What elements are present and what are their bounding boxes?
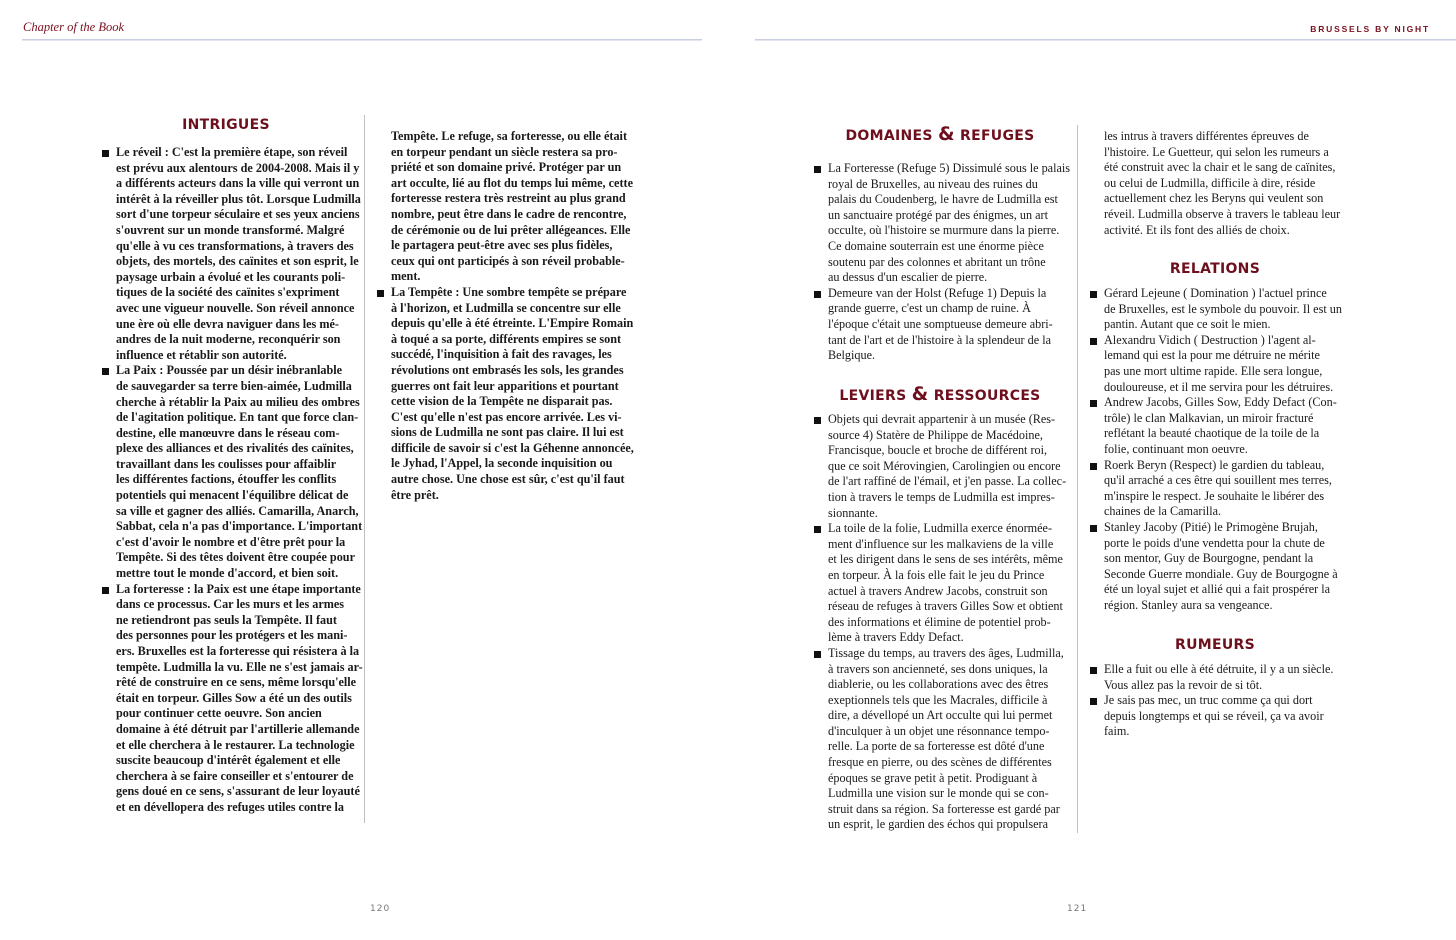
- text-line: relle. La porte de sa forteresse est dôté d'une: [828, 739, 1045, 754]
- text-line: ou celui de Ludmilla, difficile à dire, réside: [1104, 175, 1316, 190]
- running-header-right: BRUSSELS BY NIGHT: [1310, 24, 1430, 34]
- list-item: [1091, 458, 1349, 520]
- text-line: réseau de refuges à travers Gilles Sow et obtient: [828, 599, 1063, 614]
- list-item: [103, 581, 363, 816]
- text-line: pantin. Autant que ce soit le mien.: [1104, 317, 1271, 332]
- list-item: [103, 363, 363, 581]
- text-line: au dessus d'un escalier de pierre.: [828, 270, 988, 285]
- text-line: de sauvegarder sa terre bien-aimée, Ludmilla: [116, 378, 352, 393]
- text-line: autre chose. Une chose est sûr, c'est qu'il faut: [391, 472, 625, 487]
- text-line: Sabbat, cela n'a pas d'importance. L'important: [116, 519, 363, 534]
- domaines-list: [815, 161, 1073, 364]
- text-line: était en torpeur. Gilles Sow a été un des outils: [116, 690, 352, 705]
- text-line: lème à travers Eddy Defact.: [828, 630, 964, 645]
- text-line: Elle a fuit ou elle à été détruite, il y a un siècle.: [1104, 662, 1334, 676]
- text-line: travaillant dans les coulisses pour affaiblir: [116, 456, 337, 471]
- text-line: palais du Coudenberg, le havre de Ludmilla est: [828, 192, 1058, 207]
- text-line: ment d'influence sur les malkaviens de la ville: [828, 536, 1054, 551]
- text-line: de l'art raffiné de l'émail, et j'en passe. La collec-: [828, 474, 1067, 489]
- text-line: Tempête. Le refuge, sa forteresse, ou elle était: [391, 129, 628, 143]
- text-line: La Paix : Poussée par un désir inébranlable: [116, 363, 343, 378]
- text-line: en torpeur. À la fois elle fait le jeu du Prince: [828, 567, 1045, 582]
- text-line: grande guerre, c'est un champ de ruine. À: [828, 301, 1031, 316]
- heading-part: REFUGES: [960, 128, 1035, 144]
- text-line: sa ville et gagner des alliés. Camarilla, Anarch,: [116, 503, 359, 518]
- leviers-list: [815, 412, 1073, 833]
- ampersand: &: [937, 123, 955, 145]
- text-line: intérêt à la réveiller plus tôt. Lorsque Ludmilla: [116, 191, 361, 206]
- text-line: rêté de construire en ce sens, même lorsqu'elle: [116, 675, 357, 690]
- heading-part: LEVIERS: [839, 388, 907, 404]
- list-item: [1091, 520, 1349, 614]
- text-line: trôle) le clan Malkavian, un miroir fracturé: [1104, 410, 1314, 425]
- text-line: Andrew Jacobs, Gilles Sow, Eddy Defact (Con-: [1104, 395, 1337, 410]
- text-line: La toile de la folie, Ludmilla exerce énormée-: [828, 521, 1053, 536]
- text-line: été un loyal sujet et allié qui a fait prospérer la: [1104, 582, 1331, 597]
- text-line: un esprit, le gardien des échos qui propulsera: [828, 817, 1048, 832]
- list-item: [378, 285, 633, 503]
- text-line: époques se grave petit à petit. Prodiguant à: [828, 770, 1038, 785]
- text-line: c'est d'avoir le nombre et d'être prêt pour la: [116, 534, 346, 549]
- text-line: dans ce processus. Car les murs et les armes: [116, 597, 345, 612]
- text-line: les intrus à travers différentes épreuves de: [1104, 129, 1309, 143]
- text-line: qu'il arraché a ces être qui souillent mes terres,: [1104, 473, 1332, 488]
- text-line: ne retiendront pas seuls la Tempête. Il faut: [116, 612, 337, 627]
- text-line: sions de Ludmilla ne sont pas claire. Il lui est: [391, 425, 624, 440]
- list-item: [815, 646, 1073, 833]
- text-line: difficile de savoir si c'est la Géhenne annoncée,: [391, 440, 634, 455]
- text-line: ceux qui ont participés à son réveil probable-: [391, 253, 625, 268]
- text-line: réveil. Ludmilla observe à travers le tableau leur: [1104, 206, 1341, 221]
- text-line: tion à travers le temps de Ludmilla est impres-: [828, 489, 1055, 504]
- text-line: Tissage du temps, au travers des âges, Ludmilla,: [828, 645, 1064, 660]
- text-line: succédé, l'inquisition à fait des ravages, les: [391, 347, 612, 362]
- text-line: cherchera à se faire conseiller et s'entourer de: [116, 768, 354, 783]
- text-line: m'inspire le respect. Je souhaite le libérer des: [1104, 488, 1325, 503]
- text-line: et les dirigent dans le sens de ses intérêts, même: [828, 552, 1063, 567]
- heading-part: RESSOURCES: [933, 388, 1041, 404]
- text-line: forteresse restera très restreint au plus grand: [391, 191, 626, 206]
- text-line: tant de l'art et de l'histoire à la splendeur de la: [828, 332, 1052, 347]
- text-line: des informations et élimine de potentiel prob-: [828, 614, 1051, 629]
- heading-intrigues: INTRIGUES: [182, 117, 270, 133]
- text-line: activité. Et ils font des alliés de choix.: [1104, 222, 1290, 237]
- text-line: à l'horizon, et Ludmilla se concentre sur elle: [391, 300, 621, 315]
- text-line: destine, elle manœuvre dans le réseau com-: [116, 425, 340, 440]
- column-divider: [364, 115, 365, 823]
- text-line: pas une mort ultime rapide. Elle sera longue,: [1104, 363, 1323, 378]
- text-line: porte le poids d'une vendetta pour la chute de: [1104, 535, 1325, 550]
- text-line: pour continuer cette oeuvre. Son ancien: [116, 706, 322, 721]
- text-line: gens doué en ce sens, s'assurant de leur loyauté: [116, 784, 360, 799]
- text-line: nombre, peut être dans le cadre de rencontre,: [391, 206, 627, 221]
- text-line: tiques de la société des caïnites s'expriment: [116, 285, 340, 300]
- text-line: Demeure van der Holst (Refuge 1) Depuis la: [828, 285, 1047, 300]
- text-line: Ce domaine souterrain est une énorme pièce: [828, 238, 1044, 253]
- heading-relations: RELATIONS: [1169, 261, 1261, 277]
- text-line: sort d'une torpeur séculaire et ses yeux anciens: [116, 207, 360, 222]
- text-line: domaine à été détruit par l'artillerie allemande: [116, 721, 360, 736]
- text-line: un sanctuaire protégé par des énigmes, un art: [828, 207, 1048, 222]
- text-line: fresque en pierre, ou des scènes de différentes: [828, 755, 1052, 770]
- text-line: actuellement chez les Beryns qui veulent son: [1104, 191, 1324, 206]
- text-line: La Forteresse (Refuge 5) Dissimulé sous le palais: [828, 161, 1071, 175]
- text-line: que ce soit Mérovingien, Carolingien ou encore: [828, 458, 1061, 473]
- text-line: une ère où elle devra naviguer dans les mé-: [116, 316, 339, 331]
- ampersand: &: [911, 383, 929, 405]
- list-item-continued: [378, 129, 633, 285]
- text-line: La Tempête : Une sombre tempête se prépare: [391, 284, 627, 299]
- text-line: douloureuse, et il me servira pour les détruires.: [1104, 379, 1334, 394]
- text-line: depuis qu'elle à été étreinte. L'Empire Romain: [391, 316, 634, 331]
- text-line: a différents acteurs dans la ville qui verront un: [116, 176, 360, 191]
- text-line: ers. Bruxelles est la forteresse qui résistera à la: [116, 644, 360, 658]
- list-item: [815, 412, 1073, 521]
- list: [378, 285, 633, 503]
- text-line: Je sais pas mec, un truc comme ça qui dort: [1104, 693, 1313, 708]
- text-line: des personnes pour les protégers et les mani-: [116, 628, 348, 643]
- text-line: reflétant la beauté chaotique de la toile de la: [1104, 426, 1320, 441]
- text-line: objets, des mortels, des caïnites et son esprit, le: [116, 254, 359, 269]
- text-line: ment.: [391, 269, 421, 284]
- text-line: région. Stanley aura sa vengeance.: [1104, 597, 1273, 612]
- text-line: l'histoire. Le Guetteur, qui selon les rumeurs a: [1104, 144, 1329, 159]
- list-item: [1091, 395, 1349, 457]
- heading-leviers-ressources: [815, 383, 1065, 405]
- text-line: révolutions ont embrasés les sols, les grandes: [391, 362, 624, 377]
- text-line: La forteresse : la Paix est une étape importante: [116, 581, 361, 596]
- text-line: à toqué a sa porte, différents empires se sont: [391, 331, 622, 346]
- text-line: Vous allez pas la revoir de si tôt.: [1104, 677, 1263, 692]
- text-line: les différentes factions, étouffer les conflits: [116, 472, 337, 487]
- text-line: Tempête. Si des têtes doivent être coupée pour: [116, 550, 355, 565]
- text-line: cette vision de la Tempête ne disparait pas.: [391, 394, 613, 409]
- text-line: potentiels qui menacent l'équilibre délicat de: [116, 488, 349, 503]
- text-line: diablerie, ou les collaborations avec des êtres: [828, 677, 1049, 692]
- text-line: le Jyhad, l'Appel, la seconde inquisition ou: [391, 456, 613, 471]
- text-line: qu'elle à vu ces transformations, à travers des: [116, 238, 354, 253]
- text-line: soutenu par des colonnes et abritant un trône: [828, 254, 1046, 269]
- text-line: être prêt.: [391, 487, 439, 502]
- list-item: [1091, 662, 1349, 693]
- text-line: le partagera peut-être avec ses plus fidèles,: [391, 238, 613, 253]
- text-line: faim.: [1104, 724, 1130, 739]
- text-line: Roerk Beryn (Respect) le gardien du tableau,: [1104, 457, 1325, 472]
- text-line: Ludmilla une vision sur le monde qui se con-: [828, 786, 1049, 801]
- text-line: chaines de la Camarilla.: [1104, 504, 1222, 519]
- text-line: s'ouvrent sur un monde transformé. Malgré: [116, 222, 345, 237]
- text-line: struit dans sa région. Sa forteresse est gardé par: [828, 801, 1060, 816]
- text-line: Alexandru Vidich ( Destruction ) l'agent al-: [1104, 332, 1316, 347]
- text-line: dire, a dévellopé un Art occulte qui lui permet: [828, 708, 1053, 723]
- page-number-right: 121: [1067, 904, 1088, 914]
- list-item: [1091, 286, 1349, 333]
- text-line: Le réveil : C'est la première étape, son réveil: [116, 145, 348, 159]
- text-line: Belgique.: [828, 348, 876, 363]
- text-line: occulte, où l'histoire se murmure dans la pierre.: [828, 223, 1060, 238]
- text-line: andres de la nuit moderne, reconquérir son: [116, 332, 341, 347]
- text-line: mettre tout le monde d'accord, et bien soit.: [116, 566, 339, 581]
- running-header-left: Chapter of the Book: [23, 20, 125, 34]
- heading-rumeurs: RUMEURS: [1175, 637, 1255, 653]
- text-line: l'époque c'était une somptueuse demeure abri-: [828, 316, 1053, 331]
- text-line: en torpeur pendant un siècle restera sa pro-: [391, 144, 618, 159]
- list-item: [815, 286, 1073, 364]
- leviers-continued: [1091, 129, 1349, 238]
- text-line: avec une vigueur nouvelle. Son réveil annonce: [116, 300, 355, 315]
- text-line: Seconde Guerre mondiale. Guy de Bourgogne à: [1104, 566, 1338, 581]
- text-line: guerres ont fait leur apparitions et pourtant: [391, 378, 619, 393]
- heading-domaines-refuges: [815, 123, 1065, 145]
- heading-part: DOMAINES: [845, 128, 933, 144]
- text-line: influence et rétablir son autorité.: [116, 347, 287, 362]
- list-item-continued: [1091, 129, 1349, 238]
- text-line: Objets qui devrait appartenir à un musée (Res-: [828, 412, 1056, 426]
- text-line: source 4) Statère de Philippe de Macédoine,: [828, 427, 1043, 442]
- intrigues-continued: [378, 129, 633, 503]
- text-line: priété et son domaine privé. Protéger par un: [391, 160, 622, 175]
- text-line: suscite beaucoup d'intérêt également et elle: [116, 753, 341, 768]
- list-item: [1091, 333, 1349, 395]
- text-line: son mentor, Guy de Bourgogne, pendant la: [1104, 551, 1314, 566]
- text-line: folie, continuant mon oeuvre.: [1104, 441, 1248, 456]
- relations-list: [1091, 286, 1349, 613]
- text-line: de cérémonie ou de lui prêter allégeances. Elle: [391, 222, 631, 237]
- text-line: été construit avec la chair et le sang de caïnites,: [1104, 160, 1336, 175]
- text-line: Stanley Jacoby (Pitié) le Primogène Brujah,: [1104, 519, 1318, 534]
- text-line: royal de Bruxelles, au niveau des ruines du: [828, 176, 1038, 191]
- text-line: actuel à travers Andrew Jacobs, construit son: [828, 583, 1048, 598]
- text-line: d'inculquer à un objet une résonnance tempo-: [828, 723, 1050, 738]
- header-rule-left: [22, 39, 702, 41]
- text-line: lemand qui est la pour me détruire ne mérite: [1104, 348, 1320, 363]
- text-line: exeptionnels tels que les Macrales, difficile à: [828, 692, 1048, 707]
- text-line: est prévu aux alentours de 2004-2008. Mais il y: [116, 160, 360, 175]
- list-item: [815, 521, 1073, 646]
- text-line: art occulte, lié au flot du temps lui même, cette: [391, 175, 633, 190]
- text-line: paysage urbain a évolué et les courants poli-: [116, 269, 346, 284]
- text-line: de Bruxelles, est le symbole du pouvoir. Il est un: [1104, 301, 1342, 316]
- text-line: à travers son ancienneté, ses dons uniques, la: [828, 661, 1048, 676]
- page-number-left: 120: [370, 904, 391, 914]
- text-line: et en dévellopera des refuges utiles contre la: [116, 799, 345, 814]
- text-line: Francisque, boucle et broche de différent roi,: [828, 443, 1048, 458]
- text-line: cherche à rétablir la Paix au milieu des ombres: [116, 394, 360, 409]
- text-line: de l'agitation politique. En tant que force clan-: [116, 410, 359, 425]
- text-line: depuis longtemps et qui se réveil, ça va avoir: [1104, 708, 1324, 723]
- text-line: sionnante.: [828, 505, 878, 520]
- list-item: [815, 161, 1073, 286]
- text-line: Gérard Lejeune ( Domination ) l'actuel prince: [1104, 286, 1327, 300]
- text-line: tempête. Ludmilla la vu. Elle ne s'est jamais ar-: [116, 659, 363, 674]
- list-item: [1091, 693, 1349, 740]
- intrigues-list: [103, 145, 363, 816]
- list-item: [103, 145, 361, 363]
- text-line: C'est qu'elle n'est pas encore arrivée. Les vi-: [391, 409, 622, 424]
- text-line: plexe des alliances et des rivalités des caïnites,: [116, 441, 354, 456]
- column-divider: [1077, 125, 1078, 833]
- text-line: et elle cherchera à le restaurer. La technologie: [116, 737, 355, 752]
- header-rule-right: [755, 39, 1456, 41]
- rumeurs-list: [1091, 662, 1349, 740]
